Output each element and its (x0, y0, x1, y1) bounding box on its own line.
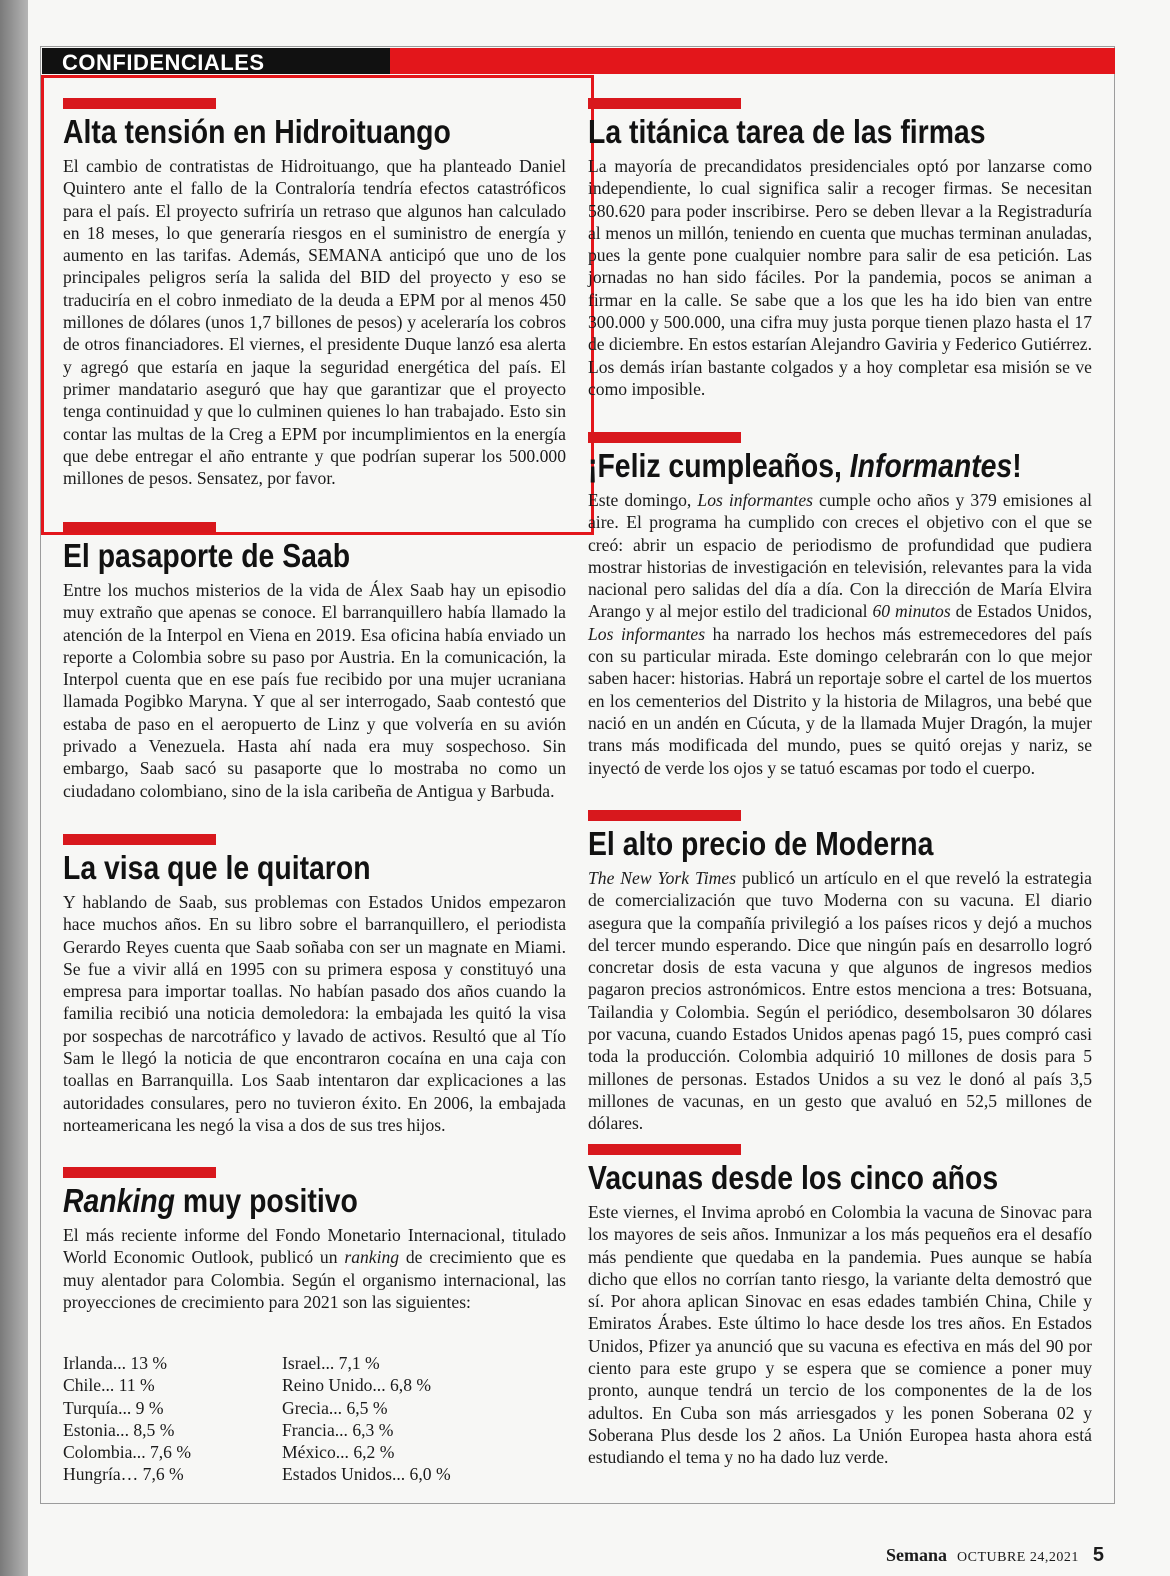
article-title: Alta tensión en Hidroituango (63, 113, 451, 150)
ranking-row: Irlanda... 13 % (63, 1353, 168, 1373)
body-text: Este domingo, (588, 490, 698, 510)
ranking-column-1 (63, 1352, 191, 1486)
article-vacunas (588, 1144, 1092, 1469)
ranking-row: Francia... 6,3 % (282, 1419, 394, 1440)
article-title: El pasaporte de Saab (63, 537, 351, 574)
article-body (588, 867, 1092, 1135)
article-rule (588, 1144, 741, 1155)
body-text: cumple ocho años y 379 emisiones al aire. El programa ha cumplido con creces el objetivo con el que se creó: abrir un espacio de periodismo de profundidad que pudiera mostrar historias de investigación en televisión, relevantes para la vida nacional pero salidas del día a día. Con la dirección de María Elvira Arango y al mejor estilo del tradicional (588, 490, 1093, 622)
ranking-row: Colombia... 7,6 % (63, 1442, 192, 1463)
article-body: Y hablando de Saab, sus problemas con Estados Unidos empezaron hace muchos años. En su libro sobre el barranquillero, el periodista Gerardo Reyes cuenta que Saab soñaba con ser un magnate en Miami. Se fue a vivir allá en 1995 con su primera esposa y constituyó una empresa para importar toallas. No habían pasado dos años cuando la familia recibió una noticia demoledora: la embajada les quitó la visa por sospechas de narcotráfico y lavado de activos. Resultó que al Tío Sam le llegó la noticia de que encontraron cocaína en una caja con toallas en Barranquilla. Los Saab intentaron dar explicaciones a las autoridades consulares, pero no tuvieron éxito. En 2006, la embajada norteamericana les negó la visa a dos de sus tres hijos. (63, 892, 566, 1135)
body-italic: ranking (344, 1247, 400, 1268)
body-italic: Los informantes (588, 623, 706, 644)
body-text: ha narrado los hechos más estremecedores del país con su particular mirada. Este domingo celebrarán con lo que mejor saben hacer: historias. Habrá un reportaje sobre el cartel de los muertos en los cementerios del Distrito y la historia de Milagros, una bebé que nació en un andén en Cúcuta, y de la llamada Mujer Dragón, la mujer trans más modificada del mundo, pues se quitó orejas y nariz, se inyectó de verde los ojos y se tatuó escamas por todo el cuerpo. (588, 623, 1093, 778)
article-rule (63, 834, 216, 845)
article-body (63, 1224, 566, 1313)
article-rule (588, 810, 741, 821)
title-italic: Ranking (63, 1182, 175, 1219)
article-rule (588, 432, 741, 443)
title-italic: Informantes (849, 447, 1013, 484)
article-rule (588, 98, 741, 109)
article-title (63, 1182, 496, 1220)
ranking-row: Grecia... 6,5 % (282, 1397, 388, 1418)
article-body: Entre los muchos misterios de la vida de Álex Saab hay un episodio muy extraño que apenas se conoce. El barranquillero había llamado la atención de la Interpol en Viena en 2019. Esa oficina había enviado un reporte a Colombia sobre su paso por Austria. En la comunicación, la Interpol cuenta que en ese país fue recibido por una mujer ucraniana llamada Pogibko Maryna. Y que al ser interrogado, Saab contestó que estaba de paso en el aeropuerto de Linz y que volvería en su avión privado a Venezuela. Hasta ahí nada era muy sospechoso. Sin embargo, Saab sacó su pasaporte que lo mostraba no como un ciudadano colombiano, sino de la isla caribeña de Antigua y Barbuda. (63, 580, 566, 801)
ranking-row: Turquía... 9 % (63, 1397, 164, 1418)
ranking-row: Israel... 7,1 % (282, 1353, 380, 1373)
article-rule (63, 1167, 216, 1178)
article-rule (63, 98, 216, 109)
article-title: El alto precio de Moderna (588, 825, 934, 862)
ranking-row: Reino Unido... 6,8 % (282, 1375, 432, 1396)
article-hidroituango (63, 98, 566, 489)
body-text: publicó un artículo en el que reveló la estrategia de comercialización que tuvo Moderna con su vacuna. El diario asegura que la compañía privilegió a los países ricos y dejó a muchos del tercer mundo esperando. Dice que ningún país en desarrollo logró concretar dosis de esta vacuna y que algunos de ingresos medios pagaron precios astronómicos. Entre estos menciona a tres: Botsuana, Tailandia y Colombia. Según el periódico, desembolsaron 30 dólares por vacuna, cuando Estados Unidos apenas pagó 15, pues compró casi toda la producción. Colombia adquirió 10 millones de dosis para 5 millones de personas. Estados Unidos a su vez le donó al país 3,5 millones de vacunas, en un gesto que avaluó en 52,5 millones de dólares. (588, 868, 1092, 1134)
title-text: ! (1012, 447, 1022, 484)
ranking-row: Estonia... 8,5 % (63, 1419, 175, 1440)
page-number: 5 (1092, 1544, 1104, 1566)
article-body: El cambio de contratistas de Hidroituango, que ha planteado Daniel Quintero ante el fallo de la Contraloría tendría efectos catastróficos para el país. El proyecto sufriría un retraso que algunos han calculado en 18 meses, lo que generaría riesgos en el suministro de energía y aumento en las tarifas. Además, SEMANA anticipó que uno de los principales peligros sería la salida del BID del proyecto y eso se traduciría en el cobro inmediato de la deuda a EPM por al menos 450 millones de dólares (unos 1,7 billones de pesos) y aceleraría los cobros de otros financiadores. El viernes, el presidente Duque lanzó esa alerta y agregó que estaría en jaque la seguridad energética del país. El primer mandatario aseguró que hay que garantizar que el proyecto tenga continuidad y que lo culminen quienes lo han trabajado. Esto sin contar las multas de la Creg a EPM por incumplimientos en la energía que debe entregar el año entrante y que podrían superar los 500.000 millones de pesos. Sensatez, por favor. (63, 156, 566, 489)
article-body (588, 489, 1092, 779)
ranking-row: Hungría… 7,6 % (63, 1464, 184, 1485)
ranking-row: Chile... 11 % (63, 1375, 155, 1396)
article-title: Vacunas desde los cinco años (588, 1159, 999, 1196)
issue-date: OCTUBRE 24,2021 (957, 1550, 1079, 1565)
title-rest: muy positivo (174, 1182, 358, 1219)
body-italic: 60 minutos (872, 601, 951, 622)
article-firmas (588, 98, 1092, 400)
ranking-row: Estados Unidos... 6,0 % (282, 1464, 451, 1485)
ranking-column-2 (282, 1352, 451, 1486)
body-italic: Los informantes (697, 490, 813, 510)
article-title: La visa que le quitaron (63, 849, 371, 886)
article-title (588, 447, 1021, 485)
article-rule (63, 522, 216, 533)
magazine-name: Semana (886, 1545, 948, 1565)
body-text: El más reciente informe del Fondo Monetario Internacional, titulado World Economic Outlook, publicó un (63, 1225, 566, 1268)
title-text: ¡Feliz cumpleaños, (588, 447, 850, 484)
article-informantes (588, 432, 1092, 779)
body-italic: The New York Times (588, 868, 737, 888)
article-ranking (63, 1167, 566, 1313)
body-text: de Estados Unidos, (950, 601, 1092, 622)
article-visa (63, 834, 566, 1136)
section-bar-red (390, 48, 1115, 74)
ranking-row: México... 6,2 % (282, 1442, 395, 1463)
ranking-list (63, 1352, 533, 1492)
article-moderna (588, 810, 1092, 1135)
body-text: de crecimiento que es muy alentador para Colombia. Según el organismo internacional, las proyecciones de crecimiento para 2021 son las siguientes: (63, 1247, 567, 1312)
page-footer (886, 1544, 1104, 1567)
article-pasaporte-saab (63, 522, 566, 802)
article-title: La titánica tarea de las firmas (588, 113, 986, 150)
article-body: La mayoría de precandidatos presidenciales optó por lanzarse como independiente, lo cual significa salir a recoger firmas. Se necesitan 580.620 para poder inscribirse. Pero se deben llevar a la Registraduría al menos un millón, teniendo en cuenta que muchas terminan anuladas, pues la gente pone cualquier nombre para salir de esa petición. Las jornadas no han sido fáciles. Por la pandemia, pocos se animan a firmar en la calle. Se sabe que a los que les ha ido bien van entre 300.000 y 500.000, una cifra muy justa porque tienen plazo hasta el 17 de diciembre. En estos estarían Alejandro Gaviria y Federico Gutiérrez. Los demás irían bastante colgados y a hoy completar esa misión se ve como imposible. (588, 156, 1092, 399)
article-body: Este viernes, el Invima aprobó en Colombia la vacuna de Sinovac para los mayores de seis años. Inmunizar a los más pequeños era el desafío más pendiente que quedaba en la pandemia. Pues aunque se había dicho que ellos no corrían tanto riesgo, la variante delta demostró que sí. Por ahora aplican Sinovac en esas edades también China, Chile y Emiratos Árabes. Este último lo hace desde los tres años. En Estados Unidos, Pfizer ya anunció que su vacuna es efectiva en más del 90 por ciento para este grupo y se espera que se comience a poner muy pronto, aunque tendrá un tercio de los componentes de la de los adultos. En Cuba son más arriesgados y les ponen Soberana 02 y Soberana Plus desde los 2 años. La Unión Europea hasta ahora está estudiando el tema y no ha dado luz verde. (588, 1202, 1092, 1468)
section-label: CONFIDENCIALES (62, 50, 265, 75)
